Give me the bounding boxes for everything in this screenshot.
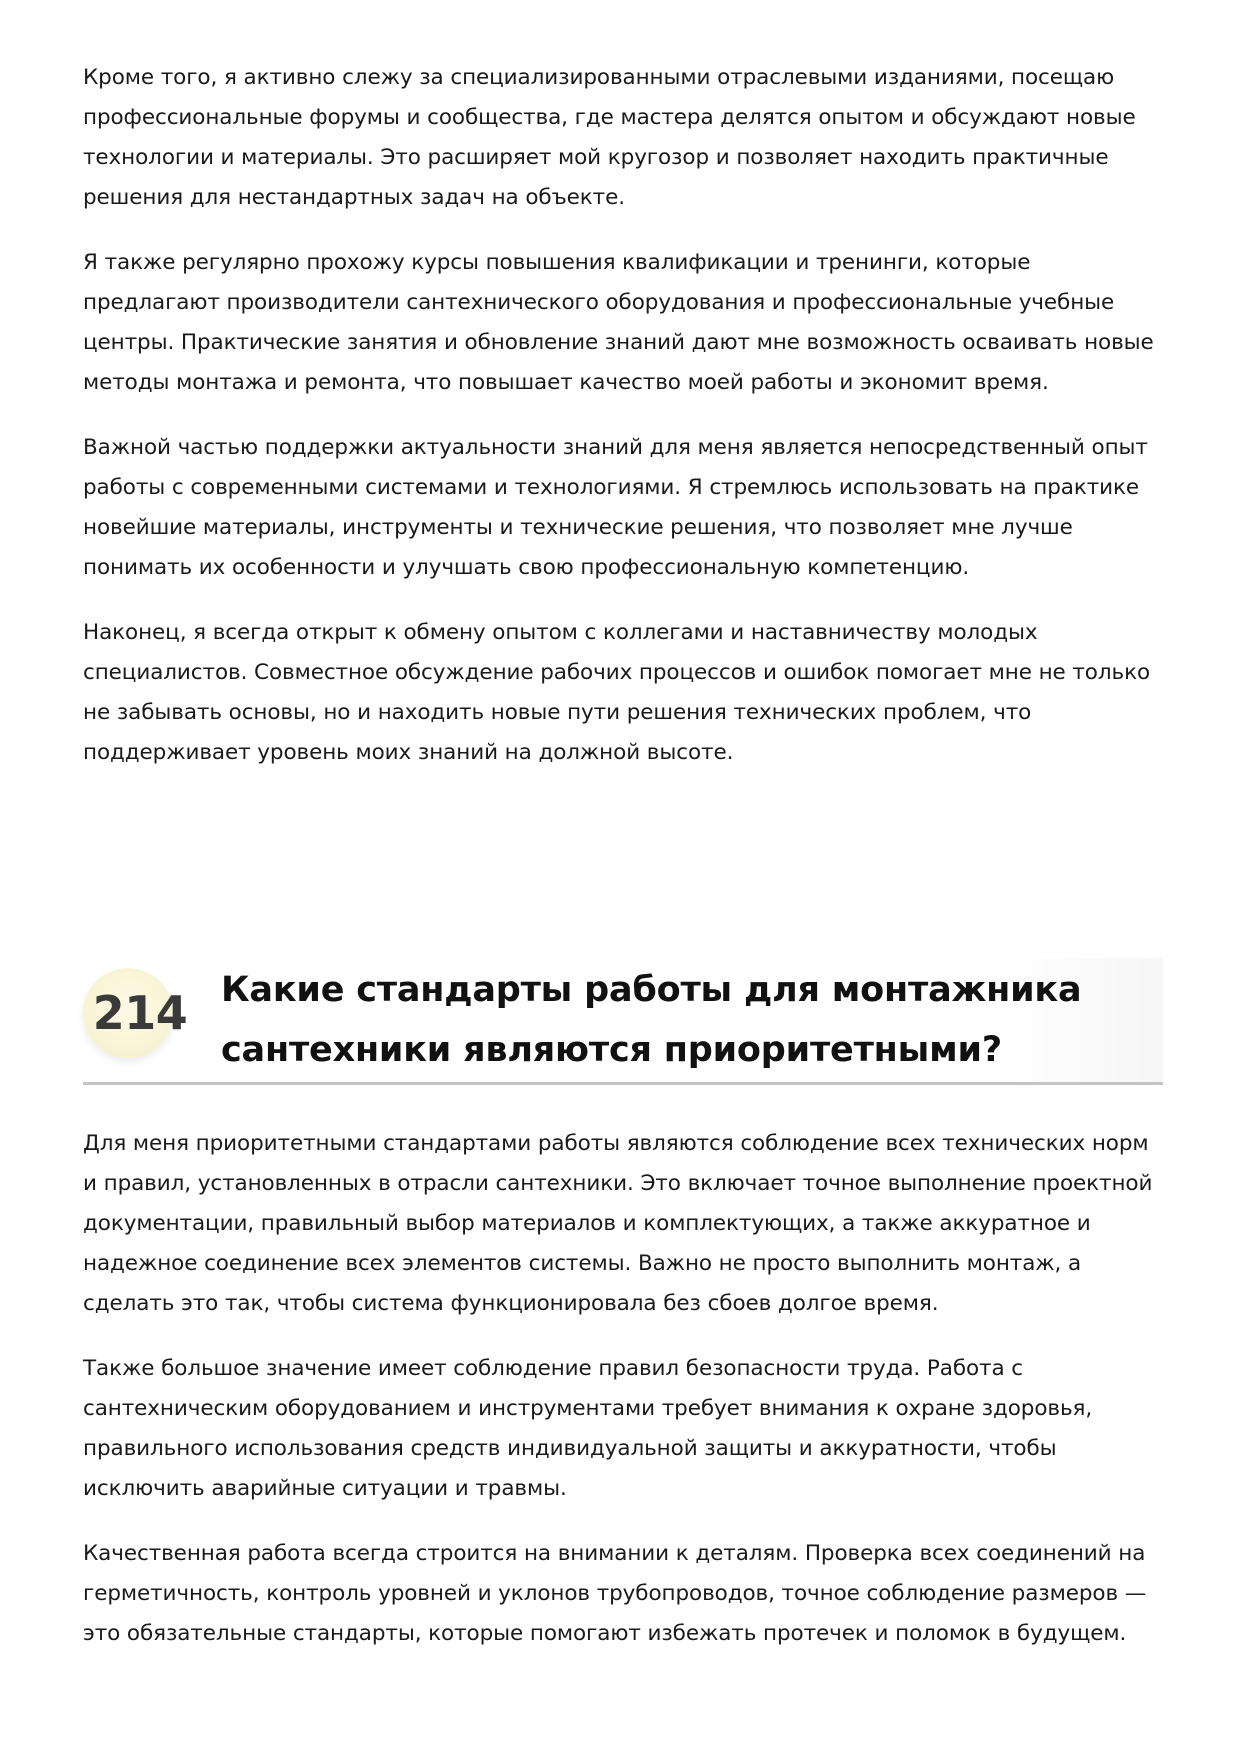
intro-paragraph: Важной частью поддержки актуальности знаний для меня является непосредственный опыт работы с современными системами и технологиями. Я стремлюсь использовать на практике новейшие материалы, инструменты и технические решения, что позволяет мне лучше понимать их особенности и улучшать свою профессиональную компетенцию.: [83, 435, 1148, 580]
question-header: [83, 958, 1163, 1085]
answer-paragraph: Качественная работа всегда строится на внимании к деталям. Проверка всех соединений на герметичность, контроль уровней и уклонов трубопроводов, точное соблюдение размеров — это обязательные стандарты, которые помогают избежать протечек и поломок в будущем.: [83, 1541, 1147, 1646]
question-title: Какие стандарты работы для монтажника сантехники являются приоритетными?: [221, 970, 1082, 1070]
intro-paragraph: Я также регулярно прохожу курсы повышения квалификации и тренинги, которые предлагают производители сантехнического оборудования и профессиональные учебные центры. Практические занятия и обновление знаний дают мне возможность осваивать новые методы монтажа и ремонта, что повышает качество моей работы и экономит время.: [83, 250, 1154, 395]
question-number-badge: [83, 968, 188, 1058]
intro-paragraph: Кроме того, я активно слежу за специализированными отраслевыми изданиями, посещаю профессиональные форумы и сообщества, где мастера делятся опытом и обсуждают новые технологии и материалы. Это расширяет мой кругозор и позволяет находить практичные решения для нестандартных задач на объекте.: [83, 65, 1136, 210]
question-number: 214: [92, 986, 188, 1040]
answer-paragraph: Для меня приоритетными стандартами работы являются соблюдение всех технических норм и правил, установленных в отрасли сантехники. Это включает точное выполнение проектной документации, правильный выбор материалов и комплектующих, а также аккуратное и надежное соединение всех элементов системы. Важно не просто выполнить монтаж, а сделать это так, чтобы система функционировала без сбоев долгое время.: [83, 1131, 1153, 1316]
intro-paragraph: Наконец, я всегда открыт к обмену опытом с коллегами и наставничеству молодых специалистов. Совместное обсуждение рабочих процессов и ошибок помогает мне не только не забывать основы, но и находить новые пути решения технических проблем, что поддерживает уровень моих знаний на должной высоте.: [83, 620, 1151, 765]
intro-section: [83, 58, 1163, 798]
answer-section: [83, 1124, 1163, 1679]
answer-paragraph: Также большое значение имеет соблюдение правил безопасности труда. Работа с сантехническим оборудованием и инструментами требует внимания к охране здоровья, правильного использования средств индивидуальной защиты и аккуратности, чтобы исключить аварийные ситуации и травмы.: [83, 1356, 1093, 1501]
